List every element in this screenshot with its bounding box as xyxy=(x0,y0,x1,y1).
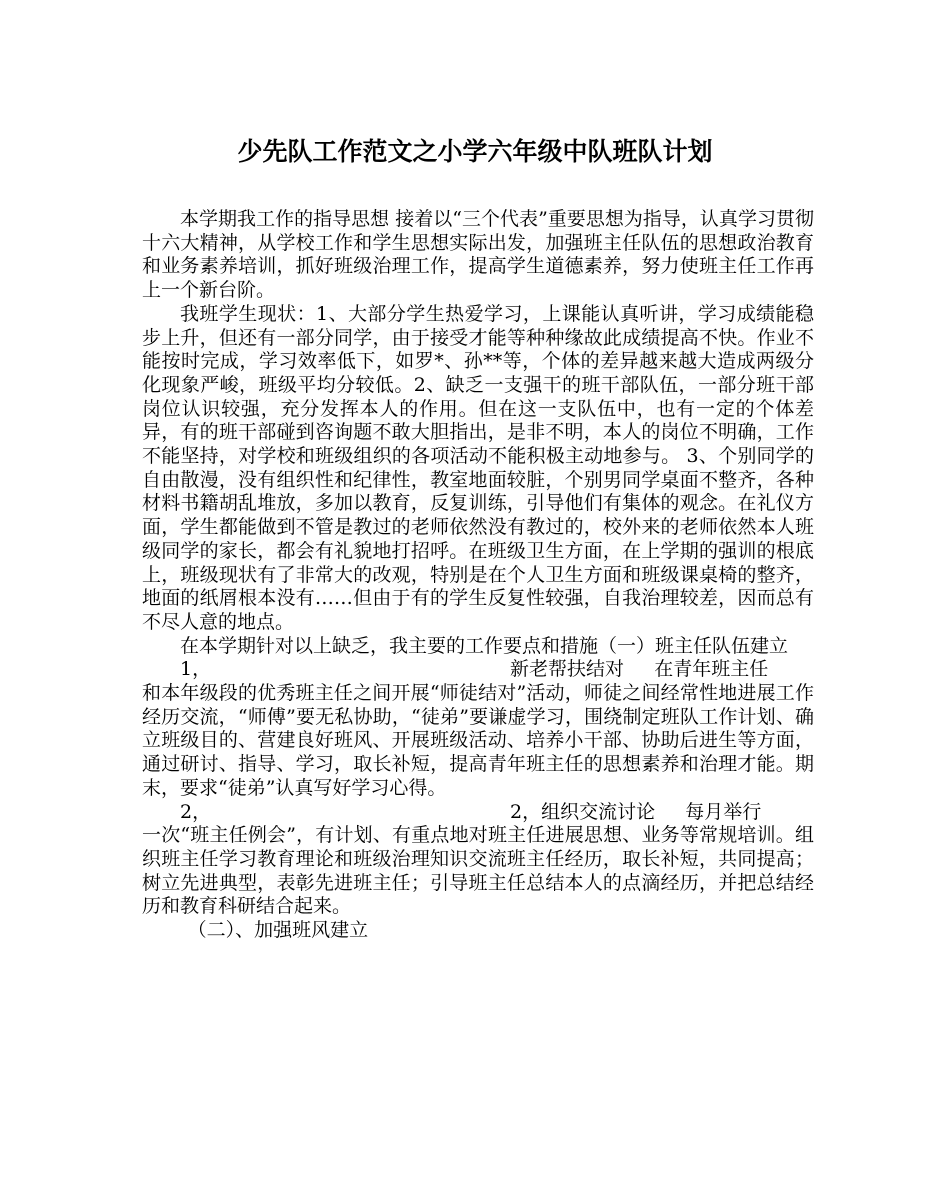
item-2-head xyxy=(142,801,814,825)
paragraph-class-status: 我班学生现状：1、大部分学生热爱学习，上课能认真听讲，学习成绩能稳步上升，但还有一部分同学，由于接受才能等种种缘故此成绩提高不快。作业不能按时完成，学习效率低下，如罗*、孙**等，个体的差异越来越大造成两级分化现象严峻，班级平均分较低。2、缺乏一支强干的班干部队伍，一部分班干部岗位认识较强，充分发挥本人的作用。但在这一支队伍中，也有一定的个体差异，有的班干部碰到咨询题不敢大胆指出，是非不明，本人的岗位不明确，工作不能坚持，对学校和班级组织的各项活动不能积极主动地参与。 3、个别同学的自由散漫，没有组织性和纪律性，教室地面较脏，个别男同学桌面不整齐，各种材料书籍胡乱堆放，多加以教育，反复训练，引导他们有集体的观念。在礼仪方面，学生都能做到不管是教过的老师依然没有教过的，校外来的老师依然本人班级同学的家长，都会有礼貌地打招呼。在班级卫生方面，在上学期的强训的根底上，班级现状有了非常大的改观，特别是在个人卫生方面和班级课桌椅的整齐，地面的纸屑根本没有……但由于有的学生反复性较强，自我治理较差，因而总有不尽人意的地点。 xyxy=(142,302,814,633)
document-title: 少先队工作范文之小学六年级中队班队计划 xyxy=(237,137,713,166)
paragraph-guiding-thought: 本学期我工作的指导思想 接着以“三个代表”重要思想为指导，认真学习贯彻十六大精神，从学校工作和学生思想实际出发，加强班主任队伍的思想政治教育和业务素养培训，抓好班级治理工作，提高学生道德素养，努力使班主任工作再上一个新台阶。 xyxy=(142,208,814,302)
item-1 xyxy=(142,658,814,800)
item-2-number: 2， xyxy=(180,800,212,823)
item-2-heading: 2，组织交流讨论 每月举行 xyxy=(510,800,762,823)
item-1-heading: 新老帮扶结对 在青年班主任 xyxy=(510,658,769,681)
item-2 xyxy=(142,801,814,920)
paragraph-work-points: 在本学期针对以上缺乏，我主要的工作要点和措施（一）班主任队伍建立 xyxy=(180,634,789,657)
item-1-number: 1， xyxy=(180,658,212,681)
item-2-body: 一次“班主任例会”，有计划、有重点地对班主任进展思想、业务等常规培训。组织班主任学习教育理论和班级治理知识交流班主任经历，取长补短，共同提高；树立先进典型，表彰先进班主任；引导班主任总结本人的点滴经历，并把总结经历和教育科研结合起来。 xyxy=(142,824,814,918)
item-1-body: 和本年级段的优秀班主任之间开展“师徒结对”活动，师徒之间经常性地进展工作经历交流，“师傅”要无私协助，“徒弟”要谦虚学习，围绕制定班队工作计划、确立班级目的、营建良好班风、开展班级活动、培养小干部、协助后进生等方面，通过研讨、指导、学习，取长补短，提高青年班主任的思想素养和治理才能。期末，要求“徒弟”认真写好学习心得。 xyxy=(142,682,814,799)
document-body xyxy=(142,208,814,943)
section-heading-class-spirit: （二）、加强班风建立 xyxy=(187,919,369,942)
item-1-head xyxy=(142,658,814,682)
